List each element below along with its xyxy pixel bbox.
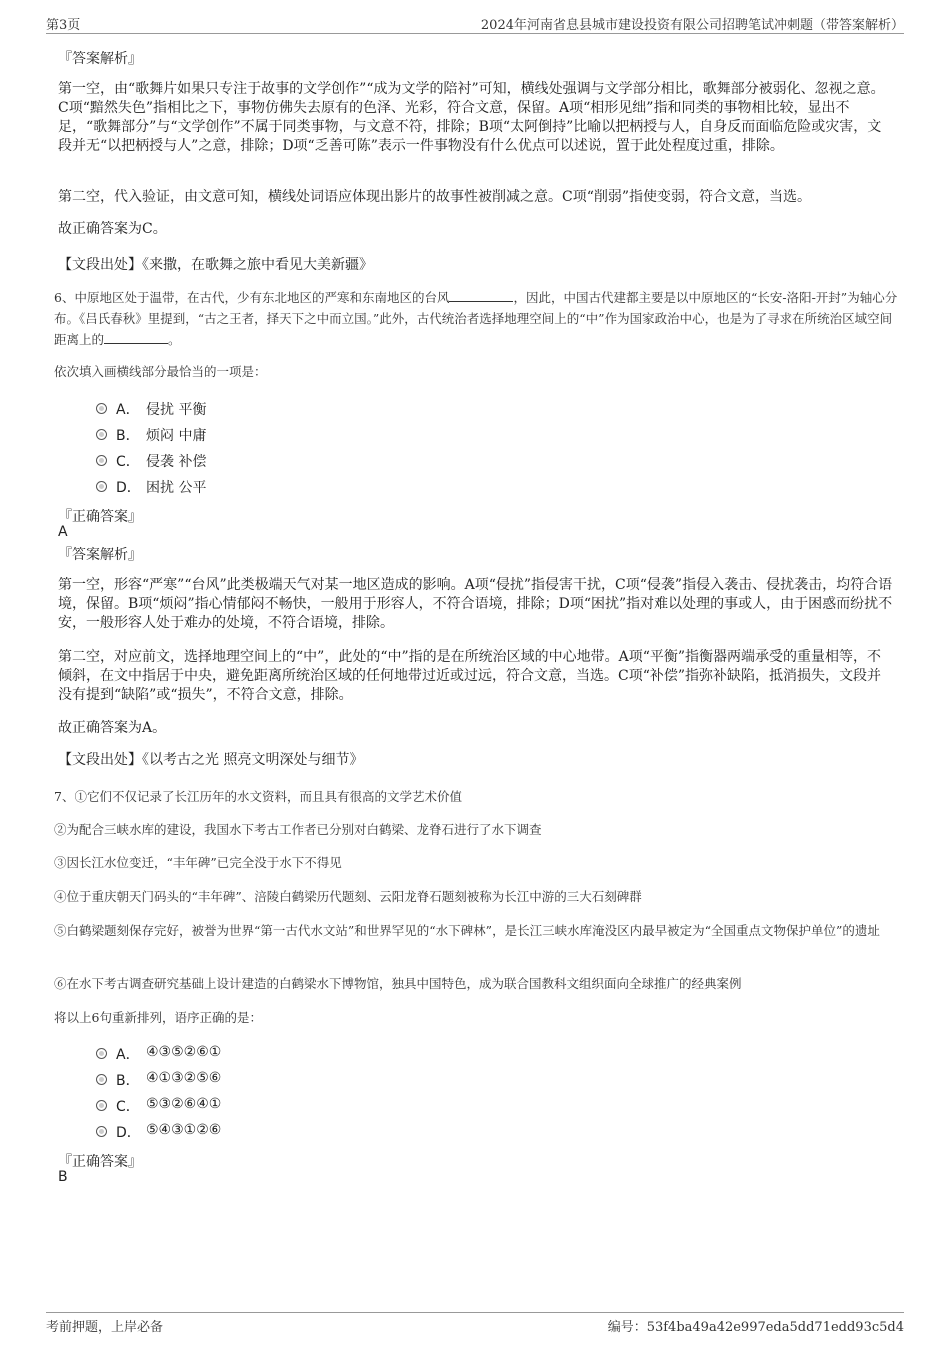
q6-analysis-p1: 第一空，形容“严寒”“台风”此类极端天气对某一地区造成的影响。A项“侵扰”指侵害干扰，C项“侵袭”指侵入袭击、侵扰袭击，均符合语境，保留。B项“烦闷”指心情郁闷不畅快，一般用于形容人，不符合语境，排除；D项“困扰”指对难以处理的事或人，由于困惑而纷扰不安，一般形容人处于难办的处境，不符合语境，排除。 (58, 577, 893, 631)
radio-icon[interactable] (96, 455, 107, 466)
option-text: ④③⑤②⑥① (146, 1044, 222, 1060)
q6-blank-2 (104, 332, 168, 344)
q6-correct-label: 『正确答案』 (58, 509, 142, 525)
q7-correct-label: 『正确答案』 (58, 1154, 142, 1170)
option-text: 侵扰 平衡 (146, 402, 207, 418)
radio-icon[interactable] (96, 481, 107, 492)
q6-analysis-p2: 第二空，对应前文，选择地理空间上的“中”，此处的“中”指的是在所统治区域的中心地带。A项“平衡”指衡器两端承受的重量相等，不倾斜，在文中指居于中央，避免距离所统治区域的任何地带过近或过远，符合文意，当选。C项“补偿”指弥补缺陷，抵消损失，文段并没有提到“缺陷”或“损失”，不符合文意，排除。 (58, 649, 882, 703)
page-number: 第3页 (46, 18, 81, 33)
option-letter: A． (116, 402, 140, 418)
option-text: 困扰 公平 (146, 480, 207, 496)
q5-analysis-p1: 第一空，由“歌舞片如果只专注于故事的文学创作”“成为文学的陪衬”可知，横线处强调与文学部分相比，歌舞部分被弱化、忽视之意。C项“黯然失色”指相比之下，事物仿佛失去原有的色泽、光彩，符合文意，保留。A项“相形见绌”指和同类的事物相比较，显出不足，“歌舞部分”与“文学创作”不属于同类事物，与文意不符，排除；B项“太阿倒持”比喻以把柄授与人，自身反而面临危险或灾害，文段并无“以把柄授与人”之意，排除；D项“乏善可陈”表示一件事物没有什么优点可以述说，置于此处程度过重，排除。 (58, 81, 885, 154)
document-title: 2024年河南省息县城市建设投资有限公司招聘笔试冲刺题（带答案解析） (480, 18, 904, 33)
option-letter: B． (116, 1073, 140, 1089)
option-text: ④①③②⑤⑥ (146, 1070, 222, 1086)
q7-sentence-5: ⑤白鹤梁题刻保存完好，被誉为世界“第一古代水文站”和世界罕见的“水下碑林”，是长江三峡水库淹没区内最早被定为“全国重点文物保护单位”的遗址 (54, 923, 880, 938)
q6-prompt: 依次填入画横线部分最恰当的一项是： (54, 364, 267, 379)
option-text: 侵袭 补偿 (146, 454, 207, 470)
q7-sentence-2: ②为配合三峡水库的建设，我国水下考古工作者已分别对白鹤梁、龙脊石进行了水下调查 (54, 822, 542, 837)
q5-conclusion: 故正确答案为C。 (58, 221, 167, 237)
q7-sentence-1: 7、①它们不仅记录了长江历年的水文资料，而且具有很高的文学艺术价值 (54, 789, 462, 804)
radio-icon[interactable] (96, 403, 107, 414)
option-text: ⑤④③①②⑥ (146, 1122, 222, 1138)
footer-slogan: 考前押题，上岸必备 (46, 1320, 164, 1335)
radio-icon[interactable] (96, 1048, 107, 1059)
q5-source: 【文段出处】《来撒，在歌舞之旅中看见大美新疆》 (58, 257, 373, 273)
q7-sentence-4: ④位于重庆朝天门码头的“丰年碑”、涪陵白鹤梁历代题刻、云阳龙脊石题刻被称为长江中游的三大石刻碑群 (54, 889, 642, 904)
option-letter: C． (116, 454, 140, 470)
option-letter: C． (116, 1099, 140, 1115)
page-header (46, 12, 904, 34)
option-letter: D． (116, 1125, 141, 1141)
q7-prompt: 将以上6句重新排列，语序正确的是： (54, 1010, 262, 1025)
q6-stem-part-a: 6、中原地区处于温带，在古代，少有东北地区的严寒和东南地区的台风 (54, 290, 450, 305)
q7-correct-answer: B (58, 1169, 68, 1185)
radio-icon[interactable] (96, 429, 107, 440)
q5-analysis-p2: 第二空，代入验证，由文意可知，横线处词语应体现出影片的故事性被削减之意。C项“削弱”指使变弱，符合文意，当选。 (58, 189, 812, 205)
q6-correct-answer: A (58, 524, 68, 540)
option-letter: D． (116, 480, 141, 496)
q6-blank-1 (449, 290, 513, 302)
q6-conclusion: 故正确答案为A。 (58, 720, 167, 736)
option-text: ⑤③②⑥④① (146, 1096, 222, 1112)
q6-stem-part-c: 。 (168, 332, 181, 347)
q6-source: 【文段出处】《以考古之光 照亮文明深处与细节》 (58, 752, 364, 768)
q6-stem-part-b: ，因此，中国古代建都主要是以中原地区的“长安-洛阳-开封”为轴心分布。《吕氏春秋》里提到，“古之王者，择天下之中而立国。”此外，古代统治者选择地理空间上的“中”作为国家政治中心，也是为了寻求在所统治区域空间距离上的 (54, 290, 898, 347)
q6-analysis-label: 『答案解析』 (58, 547, 142, 563)
radio-icon[interactable] (96, 1074, 107, 1085)
q7-sentence-6: ⑥在水下考古调查研究基础上设计建造的白鹤梁水下博物馆，独具中国特色，成为联合国教科文组织面向全球推广的经典案例 (54, 976, 742, 991)
q7-sentence-3: ③因长江水位变迁，“丰年碑”已完全没于水下不得见 (54, 855, 342, 870)
q6-stem (54, 287, 899, 350)
radio-icon[interactable] (96, 1126, 107, 1137)
option-letter: B． (116, 428, 140, 444)
radio-icon[interactable] (96, 1100, 107, 1111)
option-letter: A． (116, 1047, 140, 1063)
option-text: 烦闷 中庸 (146, 428, 207, 444)
page-footer (46, 1312, 904, 1336)
q5-analysis-label: 『答案解析』 (58, 51, 142, 67)
footer-serial: 编号：53f4ba49a42e997eda5dd71edd93c5d4 (607, 1320, 904, 1335)
